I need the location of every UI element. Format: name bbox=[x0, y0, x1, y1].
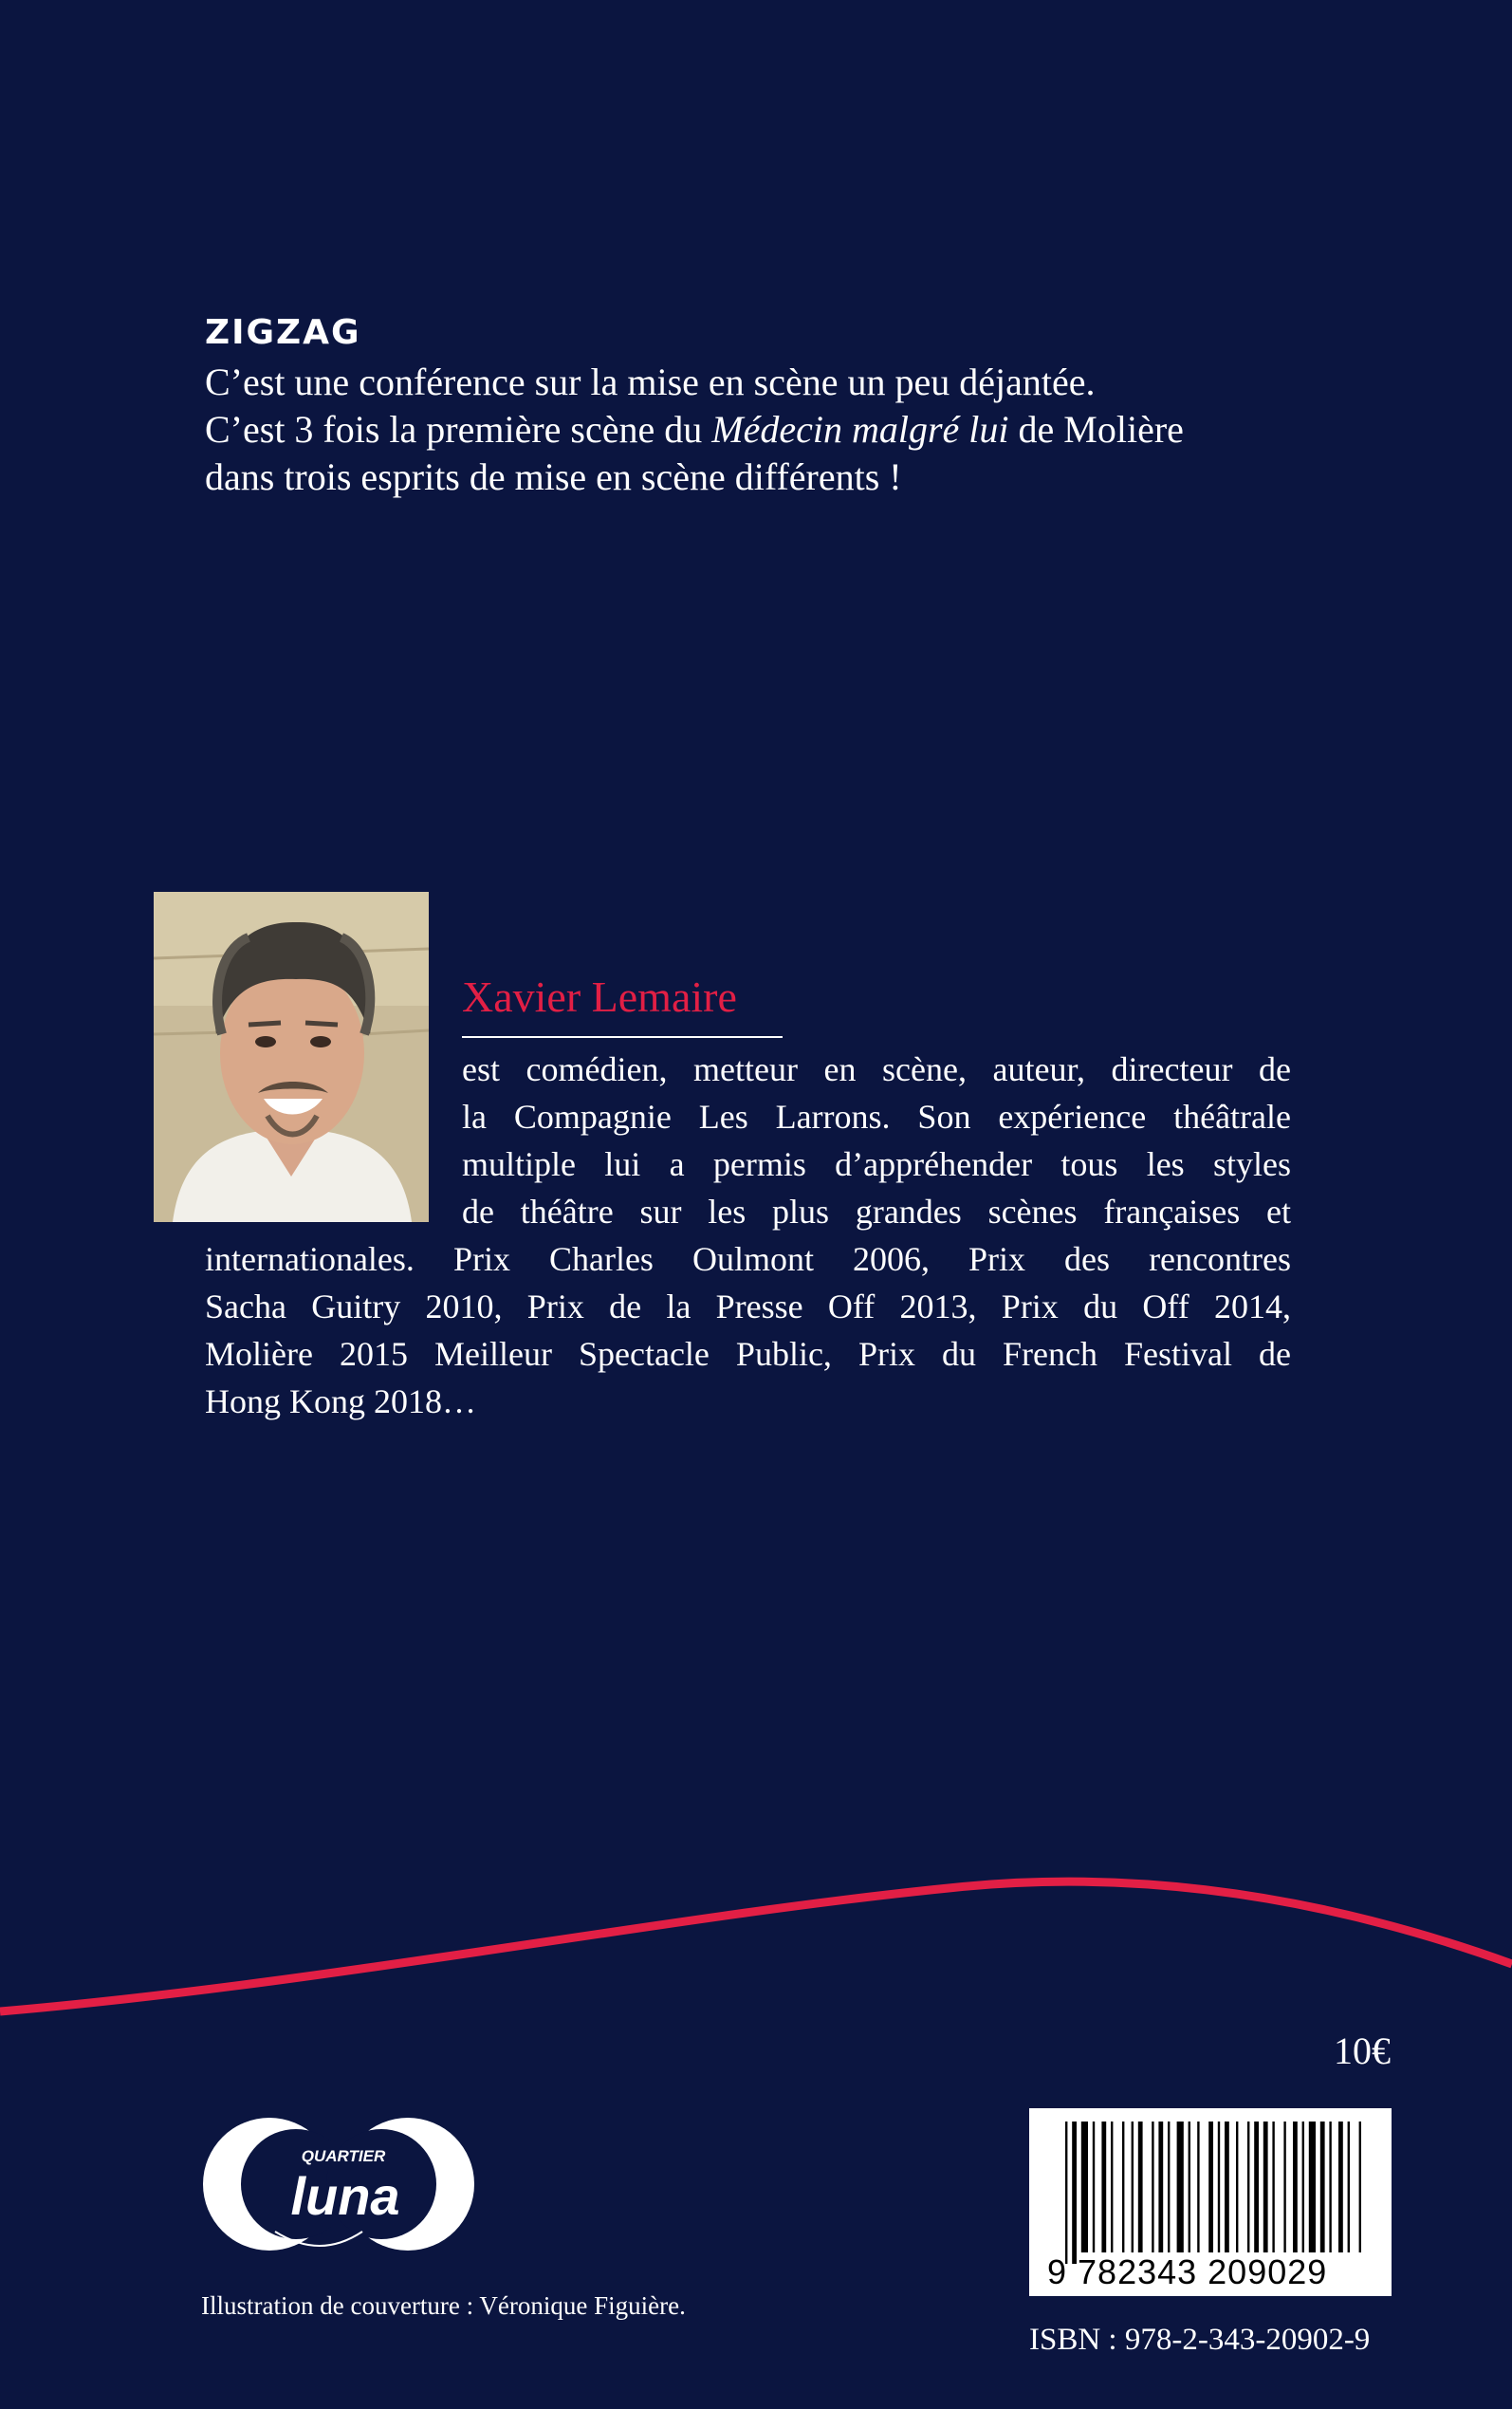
summary-line-2 bbox=[205, 406, 1286, 454]
bio-line-8: Hong Kong 2018… bbox=[205, 1382, 476, 1420]
quartier-luna-logo-icon bbox=[201, 2108, 486, 2260]
play-title: Médecin malgré lui bbox=[711, 408, 1009, 451]
bio-line-4: de théâtre sur les plus grandes scènes françaises et bbox=[462, 1193, 1291, 1231]
author-photo bbox=[154, 892, 429, 1222]
barcode-digits: 9 782343 209029 bbox=[1047, 2252, 1328, 2291]
bio-line-1: est comédien, metteur en scène, auteur, directeur de bbox=[462, 1050, 1291, 1088]
author-name-underline bbox=[462, 1036, 783, 1038]
summary-line-3: dans trois esprits de mise en scène différents ! bbox=[205, 455, 902, 498]
summary-line-2-start: C’est 3 fois la première scène du bbox=[205, 408, 712, 451]
summary-line-1: C’est une conférence sur la mise en scène un peu déjantée. bbox=[205, 361, 1096, 403]
logo-text-bottom: luna bbox=[290, 2166, 400, 2226]
bio-line-2: la Compagnie Les Larrons. Son expérience théâtrale bbox=[462, 1098, 1291, 1136]
red-wave-decoration bbox=[0, 1860, 1512, 2021]
isbn: ISBN : 978-2-343-20902-9 bbox=[1029, 2323, 1371, 2357]
bio-line-3: multiple lui a permis d’appréhender tous les styles bbox=[462, 1145, 1291, 1183]
bio-line-7: Molière 2015 Meilleur Spectacle Public, Prix du French Festival de bbox=[205, 1335, 1291, 1373]
price: 10€ bbox=[1334, 2029, 1391, 2072]
author-name: Xavier Lemaire bbox=[462, 973, 737, 1021]
logo-text-top: QUARTIER bbox=[301, 2147, 386, 2165]
bio-line-6: Sacha Guitry 2010, Prix de la Presse Off 2013, Prix du Off 2014, bbox=[205, 1288, 1291, 1325]
cover-illustration-credit: Illustration de couverture : Véronique Figuière. bbox=[201, 2291, 686, 2320]
summary-line-2-end: de Molière bbox=[1008, 408, 1184, 451]
book-title: ZIGZAG bbox=[205, 313, 361, 352]
book-summary bbox=[205, 359, 1286, 501]
bio-line-5: internationales. Prix Charles Oulmont 2006, Prix des rencontres bbox=[205, 1240, 1291, 1278]
